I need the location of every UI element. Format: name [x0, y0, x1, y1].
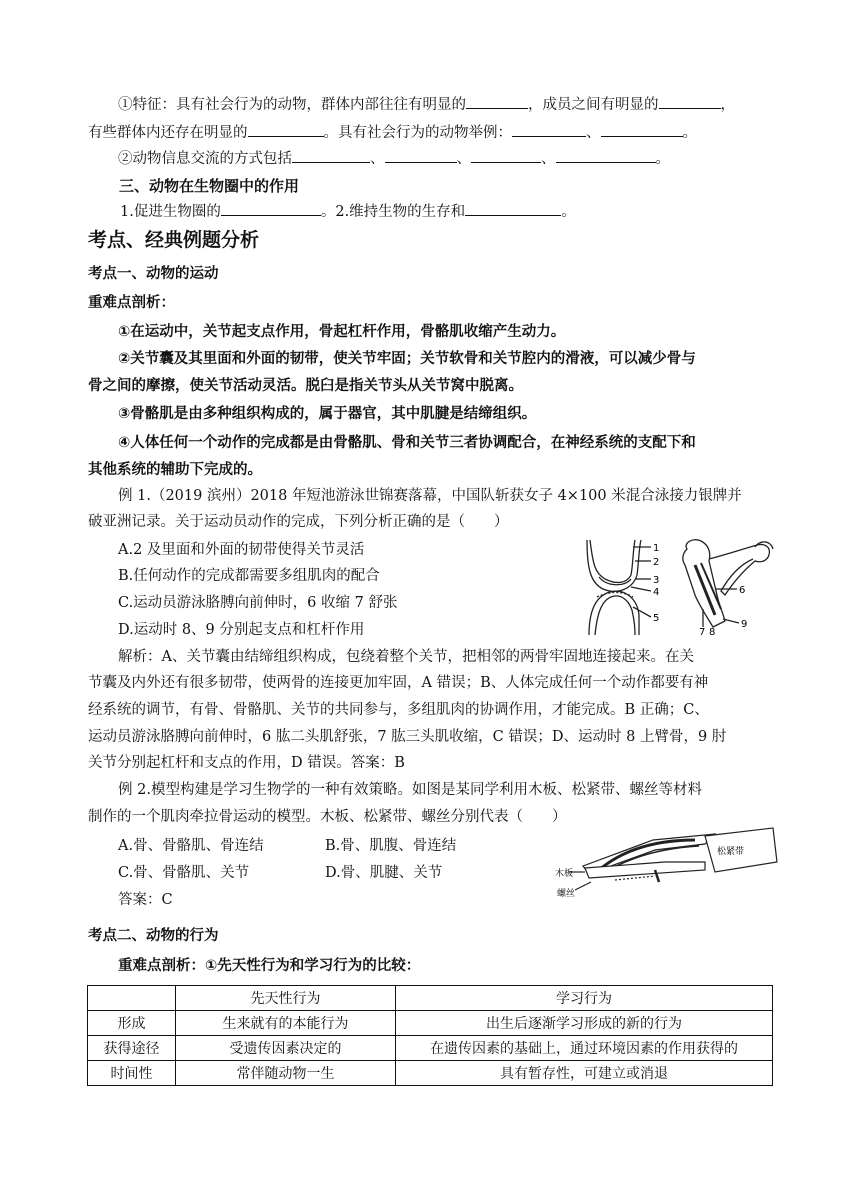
text: ①特征：具有社会行为的动物，群体内部往往有明显的 [118, 97, 466, 113]
ex1-solution-3: 经系统的调节，有骨、骨骼肌、关节的共同参与，多组肌肉的协调作用，才能完成。B 正确；C、 [88, 702, 709, 718]
fig-label-1: 1 [653, 543, 660, 554]
blank[interactable] [221, 201, 321, 216]
joint-arm-figure [575, 535, 785, 645]
kd1-point-4a: ④人体任何一个动作的完成都是由骨骼肌、骨和关节三者协调配合，在神经系统的支配下和 [118, 435, 696, 451]
kd1-point-1: ①在运动中，关节起支点作用，骨起杠杆作用，骨骼肌收缩产生动力。 [118, 324, 566, 340]
kd1-analysis-title: 重难点剖析： [88, 295, 175, 311]
blank[interactable] [292, 148, 370, 163]
kd1-title: 考点一、动物的运动 [88, 266, 219, 282]
kd1-point-2a: ②关节囊及其里面和外面的韧带，使关节牢固；关节软骨和关节腔内的滑液，可以减少骨与 [118, 351, 696, 367]
ex1-option-b[interactable]: B.任何动作的完成都需要多组肌肉的配合 [118, 568, 380, 584]
table-header [88, 986, 176, 1011]
ex1-option-d[interactable]: D.运动时 8、9 分别起支点和杠杆作用 [118, 622, 365, 638]
kd1-point-4b: 其他系统的辅助下完成的。 [88, 462, 262, 478]
fig-label-4: 4 [653, 587, 660, 598]
kd1-point-3: ③骨骼肌是由多种组织构成的，属于器官，其中肌腱是结缔组织。 [118, 406, 537, 422]
table-cell: 具有暂存性，可建立或消退 [396, 1061, 773, 1086]
text: 1.促进生物圈的 [120, 204, 221, 220]
muscle-model-figure [555, 826, 785, 906]
ex1-solution-1: 解析：A、关节囊由结缔组织构成，包绕着整个关节，把相邻的两骨牢固地连接起来。在关 [118, 649, 694, 665]
table-cell: 获得途径 [88, 1036, 176, 1061]
text: 、 [456, 151, 471, 167]
fig-label-muban: 木板 [555, 869, 574, 879]
table-cell: 出生后逐渐学习形成的新的行为 [396, 1011, 773, 1036]
table-row [88, 1011, 773, 1036]
communication-line [118, 148, 670, 169]
fig-label-3: 3 [653, 575, 660, 586]
ex1-solution-4: 运动员游泳胳膊向前伸时，6 肱二头肌舒张，7 肱三头肌收缩，C 错误；D、运动时 8 上臂骨，9 肘 [88, 729, 727, 745]
ex2-question-1: 例 2.模型构建是学习生物学的一种有效策略。如图是某同学利用木板、松紧带、螺丝等材料 [118, 782, 702, 798]
table-row [88, 1061, 773, 1086]
kd2-analysis: 重难点剖析：①先天性行为和学习行为的比较： [118, 958, 421, 974]
kd2-title: 考点二、动物的行为 [88, 928, 219, 944]
kd1-point-2b: 骨之间的摩擦，使关节活动灵活。脱臼是指关节头从关节窝中脱离。 [88, 378, 523, 394]
kaodian-title: 考点、经典例题分析 [88, 229, 260, 251]
ex1-question-2: 破亚洲记录。关于运动员动作的完成，下列分析正确的是（ ） [88, 514, 509, 530]
ex2-option-c[interactable]: C.骨、骨骼肌、关节 [118, 865, 250, 881]
text: 、 [586, 125, 601, 141]
blank[interactable] [248, 122, 324, 137]
blank[interactable] [471, 148, 541, 163]
table-cell: 生来就有的本能行为 [176, 1011, 396, 1036]
table-cell: 时间性 [88, 1061, 176, 1086]
text: 。 [655, 151, 670, 167]
table-cell: 在遗传因素的基础上，通过环境因素的作用获得的 [396, 1036, 773, 1061]
text: 、 [541, 151, 556, 167]
blank[interactable] [465, 201, 561, 216]
blank[interactable] [556, 148, 656, 163]
section3-line [120, 201, 576, 222]
text: 。 [682, 125, 697, 141]
table-header: 学习行为 [396, 986, 773, 1011]
behavior-comparison-table [87, 985, 773, 1086]
ex1-solution-2: 节囊及内外还有很多韧带，使两骨的连接更加牢固，A 错误；B、人体完成任何一个动作都要有神 [88, 675, 709, 691]
fig-label-songjindai: 松紧带 [717, 847, 745, 857]
feature-line-1 [118, 94, 735, 115]
feature-line-2 [88, 122, 697, 143]
text: 。2.维持生物的生存和 [320, 204, 466, 220]
ex1-option-a[interactable]: A.2 及里面和外面的韧带使得关节灵活 [118, 542, 365, 558]
fig-label-7: 7 [699, 627, 706, 638]
ex2-option-a[interactable]: A.骨、骨骼肌、骨连结 [118, 838, 264, 854]
section3-title: 三、动物在生物圈中的作用 [119, 177, 300, 195]
table-cell: 形成 [88, 1011, 176, 1036]
table-cell: 常伴随动物一生 [176, 1061, 396, 1086]
blank[interactable] [385, 148, 457, 163]
fig-label-2: 2 [653, 557, 660, 568]
blank[interactable] [512, 122, 586, 137]
blank[interactable] [601, 122, 683, 137]
text: 。 [561, 204, 576, 220]
text: ②动物信息交流的方式包括 [118, 151, 292, 167]
table-row [88, 1036, 773, 1061]
ex1-solution-5: 关节分别起杠杆和支点的作用，D 错误。答案：B [88, 755, 405, 771]
ex2-option-d[interactable]: D.骨、肌腱、关节 [325, 865, 443, 881]
table-header-row [88, 986, 773, 1011]
fig-label-luosi: 螺丝 [557, 889, 576, 899]
fig-label-8: 8 [709, 627, 716, 638]
ex2-answer: 答案：C [118, 892, 173, 908]
table-header: 先天性行为 [176, 986, 396, 1011]
text: 有些群体内还存在明显的 [88, 125, 248, 141]
text: ，成员之间有明显的 [528, 97, 659, 113]
ex1-question-1: 例 1.（2019 滨州）2018 年短池游泳世锦赛落幕，中国队斩获女子 4×100 米混合泳接力银牌并 [118, 488, 742, 504]
ex2-option-b[interactable]: B.骨、肌腹、骨连结 [325, 838, 457, 854]
fig-label-6: 6 [739, 585, 746, 596]
fig-label-9: 9 [741, 619, 748, 630]
ex2-question-2: 制作的一个肌肉牵拉骨运动的模型。木板、松紧带、螺丝分别代表（ ） [88, 809, 567, 825]
blank[interactable] [466, 94, 528, 109]
text: 、 [370, 151, 385, 167]
blank[interactable] [659, 94, 721, 109]
text: ， [720, 97, 735, 113]
table-cell: 受遗传因素决定的 [176, 1036, 396, 1061]
text: 。具有社会行为的动物举例： [323, 125, 512, 141]
ex1-option-c[interactable]: C.运动员游泳胳膊向前伸时，6 收缩 7 舒张 [118, 595, 398, 611]
fig-label-5: 5 [653, 613, 660, 624]
